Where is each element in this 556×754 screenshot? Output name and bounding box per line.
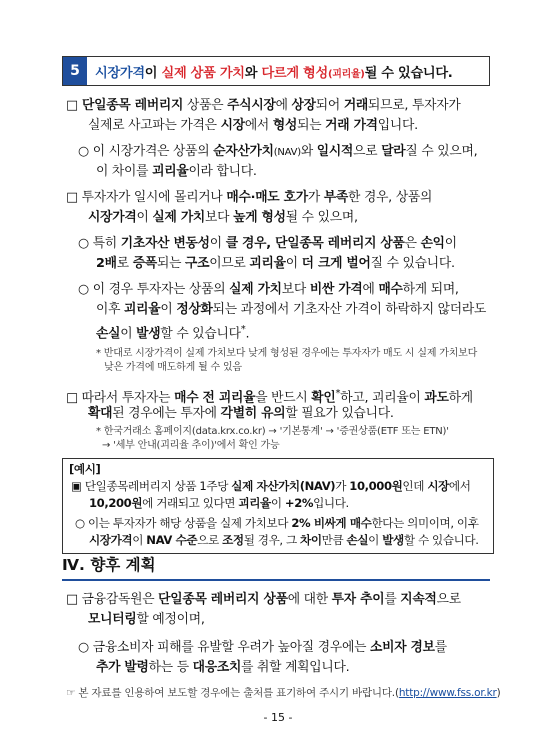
bullet-1-line-1: □ 단일종목 레버리지 상품은 주식시장에 상장되어 거래되므로, 투자자가 [66, 98, 461, 113]
bullet-4-sub-1-line-1: ○ 금융소비자 피해를 유발할 우려가 높아질 경우에는 소비자 경보를 [78, 640, 447, 655]
bullet-2-line-1: □ 투자자가 일시에 몰리거나 매수·매도 호가가 부족한 경우, 상품의 [66, 190, 433, 205]
bullet-4-line-1: □ 금융감독원은 단일종목 레버리지 상품에 대한 투자 추이를 지속적으로 [66, 592, 461, 607]
bullet-2-sub-2-line-3: 손실이 발생할 수 있습니다*. [96, 324, 250, 342]
section-number-badge: 5 [63, 57, 87, 85]
bullet-3-footnote-line-2: → '세부 안내(괴리율 추이)'에서 확인 가능 [102, 440, 280, 451]
bullet-2-line-2: 시장가격이 실제 가치보다 높게 형성될 수 있으며, [88, 210, 358, 225]
page-number: - 15 - [263, 711, 293, 724]
bullet-1-sub-1-line-1: ○ 이 시장가격은 상품의 순자산가치(NAV)와 일시적으로 달라질 수 있으며, [78, 144, 478, 159]
bullet-3-line-1: □ 따라서 투자자는 매수 전 괴리율을 반드시 확인*하고, 괴리율이 과도하게 [66, 388, 473, 406]
footer-notice: ☞ 본 자료를 인용하여 보도할 경우에는 출처를 표기하여 주시기 바랍니다.(http://www.fss.or.kr) [66, 687, 501, 699]
bullet-1-sub-1-line-2: 이 차이를 괴리율이라 합니다. [96, 164, 257, 179]
example-box [62, 458, 494, 554]
bullet-2-footnote-line-1: * 반대로 시장가격이 실제 가치보다 낮게 형성된 경우에는 투자자가 매도 시 실제 가치보다 [96, 348, 478, 359]
bullet-3-line-2: 확대된 경우에는 투자에 각별히 유의할 필요가 있습니다. [88, 406, 394, 421]
example-label: [예시] [69, 462, 101, 476]
example-line-2: 10,200원에 거래되고 있다면 괴리율이 +2%입니다. [89, 496, 349, 510]
fss-website-link[interactable]: http://www.fss.or.kr [398, 687, 497, 699]
section-heading: 시장가격이 실제 상품 가치와 다르게 형성(괴리율)될 수 있습니다. [95, 65, 453, 81]
bullet-1-line-2: 실제로 사고파는 가격은 시장에서 형성되는 거래 가격입니다. [88, 118, 418, 133]
bullet-4-line-2: 모니터링할 예정이며, [88, 612, 205, 627]
section-heading-box [62, 56, 490, 86]
example-line-4: 시장가격이 NAV 수준으로 조정될 경우, 그 차이만큼 손실이 발생할 수 있습니다. [89, 533, 479, 547]
bullet-2-footnote-line-2: 낮은 가격에 매도하게 될 수 있음 [104, 362, 242, 373]
example-line-3: ○ 이는 투자자가 해당 상품을 실제 가치보다 2% 비싸게 매수한다는 의미이며, 이후 [75, 516, 479, 530]
bullet-2-sub-1-line-1: ○ 특히 기초자산 변동성이 클 경우, 단일종목 레버리지 상품은 손익이 [78, 236, 457, 251]
pointing-hand-icon: ☞ [66, 687, 76, 699]
example-line-1: ▣ 단일종목레버리지 상품 1주당 실제 자산가치(NAV)가 10,000원인데 시장에서 [71, 479, 471, 493]
section-title: Ⅳ. 향후 계획 [62, 552, 490, 581]
bullet-4-sub-1-line-2: 추가 발령하는 등 대응조치를 취할 계획입니다. [96, 660, 350, 675]
bullet-2-sub-2-line-2: 이후 괴리율이 정상화되는 과정에서 기초자산 가격이 하락하지 않더라도 [96, 302, 487, 317]
bullet-2-sub-1-line-2: 2배로 증폭되는 구조이므로 괴리율이 더 크게 벌어질 수 있습니다. [96, 256, 455, 271]
bullet-2-sub-2-line-1: ○ 이 경우 투자자는 상품의 실제 가치보다 비싼 가격에 매수하게 되며, [78, 282, 459, 297]
bullet-3-footnote-line-1: * 한국거래소 홈페이지(data.krx.co.kr) → '기본통계' → '증권상품(ETF 또는 ETN)' [96, 426, 449, 437]
